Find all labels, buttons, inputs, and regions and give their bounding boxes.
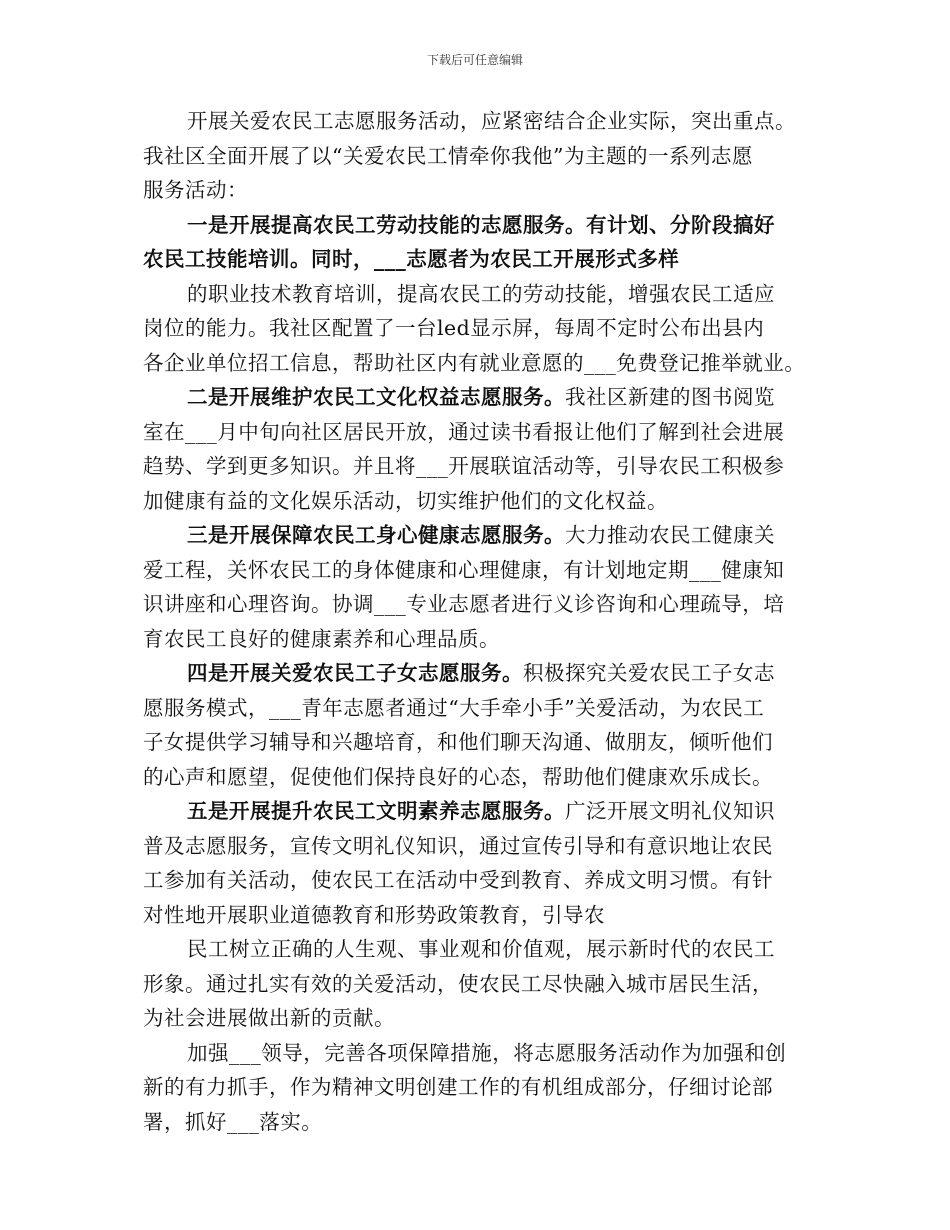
paragraph-line: 形象。通过扎实有效的关爱活动，使农民工尽快融入城市居民生活， xyxy=(143,971,773,996)
section-heading: 四是开展关爱农民工子女志愿服务。 xyxy=(187,661,523,685)
paragraph-line: 的心声和愿望，促使他们保持良好的心态，帮助他们健康欢乐成长。 xyxy=(143,764,773,789)
paragraph-line: 为社会进展做出新的贡献。 xyxy=(143,1006,395,1030)
paragraph-text: 积极探究关爱农民工子女志 xyxy=(523,661,775,685)
paragraph-line: 愿服务模式，___青年志愿者通过“大手牵小手”关爱活动，为农民工 xyxy=(143,695,765,720)
paragraph-line: 工参加有关活动，使农民工在活动中受到教育、养成文明习惯。有针 xyxy=(143,868,773,892)
paragraph-text: 广泛开展文明礼仪知识 xyxy=(565,799,775,823)
paragraph-line: 加健康有益的文化娱乐活动，切实维护他们的文化权益。 xyxy=(143,488,668,513)
paragraph-line xyxy=(143,794,833,829)
paragraph-text: 大力推动农民工健康关 xyxy=(565,523,775,547)
paragraph-line: 各企业单位招工信息，帮助社区内有就业意愿的___免费登记推举就业。 xyxy=(143,350,806,375)
paragraph-line: 开展关爱农民工志愿服务活动，应紧密结合企业实际，突出重点。 xyxy=(187,109,796,133)
paragraph-line: 识讲座和心理咨询。协调___专业志愿者进行义诊咨询和心理疏导，培 xyxy=(143,592,785,616)
paragraph-line: 子女提供学习辅导和兴趣培育，和他们聊天沟通、做朋友，倾听他们 xyxy=(143,730,773,754)
paragraph-line: 普及志愿服务，宣传文明礼仪知识，通过宣传引导和有意识地让农民 xyxy=(143,833,773,858)
section-heading: 五是开展提升农民工文明素养志愿服务。 xyxy=(187,799,565,823)
paragraph-line: 趋势、学到更多知识。并且将___开展联谊活动等，引导农民工积极参 xyxy=(143,454,785,478)
paragraph-line: 室在___月中旬向社区居民开放，通过读书看报让他们了解到社会进展 xyxy=(143,419,785,444)
paragraph-line: 岗位的能力。我社区配置了一台led显示屏，每周不定时公布出县内 xyxy=(143,316,765,340)
paragraph-heading-line: 农民工技能培训。同时，___志愿者为农民工开展形式多样 xyxy=(143,247,680,271)
paragraph-line: 我社区全面开展了以“关爱农民工情牵你我他”为主题的一系列志愿 xyxy=(143,143,753,168)
paragraph-line xyxy=(143,380,833,415)
paragraph-line: 署，抓好___落实。 xyxy=(143,1109,323,1134)
paragraph-line: 民工树立正确的人生观、事业观和价值观，展示新时代的农民工 xyxy=(187,937,775,961)
paragraph-line xyxy=(143,518,833,553)
section-heading: 二是开展维护农民工文化权益志愿服务。 xyxy=(187,385,565,409)
document-body xyxy=(143,104,833,1139)
page-header-note: 下载后可任意编辑 xyxy=(426,53,523,67)
paragraph-line: 加强___领导，完善各项保障措施，将志愿服务活动作为加强和创 xyxy=(187,1040,787,1065)
paragraph-heading-line: 一是开展提高农民工劳动技能的志愿服务。有计划、分阶段搞好 xyxy=(187,212,775,237)
paragraph-line: 爱工程，关怀农民工的身体健康和心理健康，有计划地定期___健康知 xyxy=(143,557,785,582)
section-heading: 三是开展保障农民工身心健康志愿服务。 xyxy=(187,523,565,547)
paragraph-line: 新的有力抓手，作为精神文明创建工作的有机组成部分，仔细讨论部 xyxy=(143,1075,773,1099)
paragraph-line: 对性地开展职业道德教育和形势政策教育，引导农 xyxy=(143,902,605,927)
paragraph-line: 育农民工良好的健康素养和心理品质。 xyxy=(143,626,500,651)
paragraph-line: 的职业技术教育培训，提高农民工的劳动技能，增强农民工适应 xyxy=(187,281,775,306)
paragraph-line xyxy=(143,656,833,691)
paragraph-line: 服务活动： xyxy=(143,178,248,202)
paragraph-text: 我社区新建的图书阅览 xyxy=(565,385,775,409)
